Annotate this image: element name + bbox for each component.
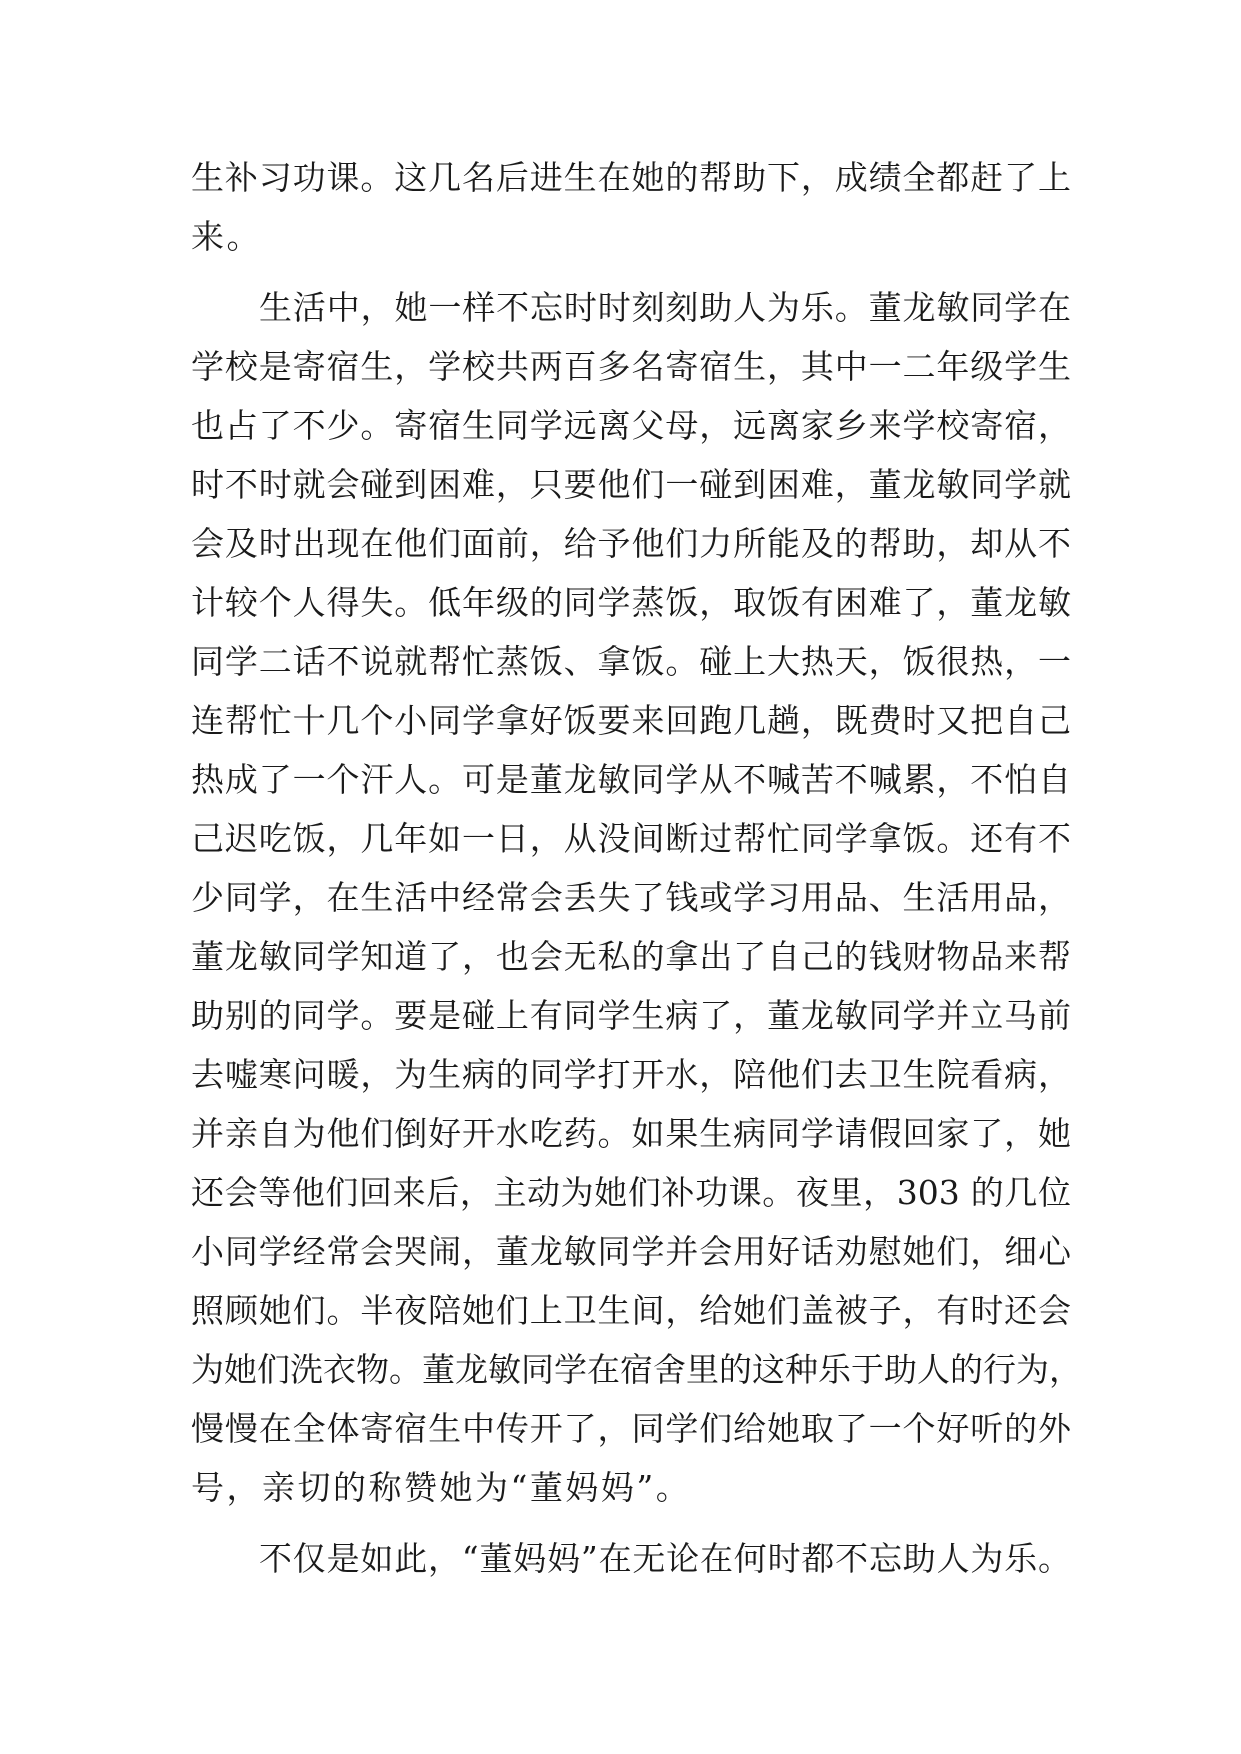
text-line: 不仅是如此，“董妈妈”在无论在何时都不忘助人为乐。: [259, 1539, 1071, 1578]
text-line: 连帮忙十几个小同学拿好饭要来回跑几趟，既费时又把自己: [191, 701, 1071, 740]
text-line: 去嘘寒问暖，为生病的同学打开水，陪他们去卫生院看病，: [191, 1055, 1071, 1094]
text-line: 为她们洗衣物。董龙敏同学在宿舍里的这种乐于助人的行为，: [191, 1350, 1082, 1389]
text-line: 董龙敏同学知道了，也会无私的拿出了自己的钱财物品来帮: [191, 937, 1071, 976]
text-line: 慢慢在全体寄宿生中传开了，同学们给她取了一个好听的外: [191, 1409, 1071, 1448]
text-line: 计较个人得失。低年级的同学蒸饭，取饭有困难了，董龙敏: [191, 583, 1071, 622]
text-line: 学校是寄宿生，学校共两百多名寄宿生，其中一二年级学生: [191, 347, 1071, 386]
text-line: 并亲自为他们倒好开水吃药。如果生病同学请假回家了，她: [191, 1114, 1071, 1153]
text-line: 生补习功课。这几名后进生在她的帮助下，成绩全都赶了上: [191, 158, 1071, 197]
text-line: 时不时就会碰到困难，只要他们一碰到困难，董龙敏同学就: [191, 465, 1071, 504]
text-line: 生活中，她一样不忘时时刻刻助人为乐。董龙敏同学在: [259, 288, 1071, 327]
text-line: 照顾她们。半夜陪她们上卫生间，给她们盖被子，有时还会: [191, 1291, 1071, 1330]
text-line: 少同学，在生活中经常会丢失了钱或学习用品、生活用品，: [191, 878, 1071, 917]
paragraph-gap: [191, 266, 1071, 278]
text-line: 来。: [191, 217, 262, 256]
text-line: 小同学经常会哭闹，董龙敏同学并会用好话劝慰她们，细心: [191, 1232, 1071, 1271]
text-line: 也占了不少。寄宿生同学远离父母，远离家乡来学校寄宿，: [191, 406, 1071, 445]
text-line: 助别的同学。要是碰上有同学生病了，董龙敏同学并立马前: [191, 996, 1071, 1035]
text-line: 还会等他们回来后，主动为她们补功课。夜里，303 的几位: [191, 1173, 1071, 1212]
text-line: 号，亲切的称赞她为“董妈妈”。: [191, 1468, 692, 1507]
text-line: 同学二话不说就帮忙蒸饭、拿饭。碰上大热天，饭很热，一: [191, 642, 1071, 681]
text-line: 热成了一个汗人。可是董龙敏同学从不喊苦不喊累，不怕自: [191, 760, 1071, 799]
text-line: 会及时出现在他们面前，给予他们力所能及的帮助，却从不: [191, 524, 1071, 563]
text-line: 己迟吃饭，几年如一日，从没间断过帮忙同学拿饭。还有不: [191, 819, 1071, 858]
paragraph-gap: [191, 1517, 1071, 1529]
document-body: [191, 148, 1082, 1588]
